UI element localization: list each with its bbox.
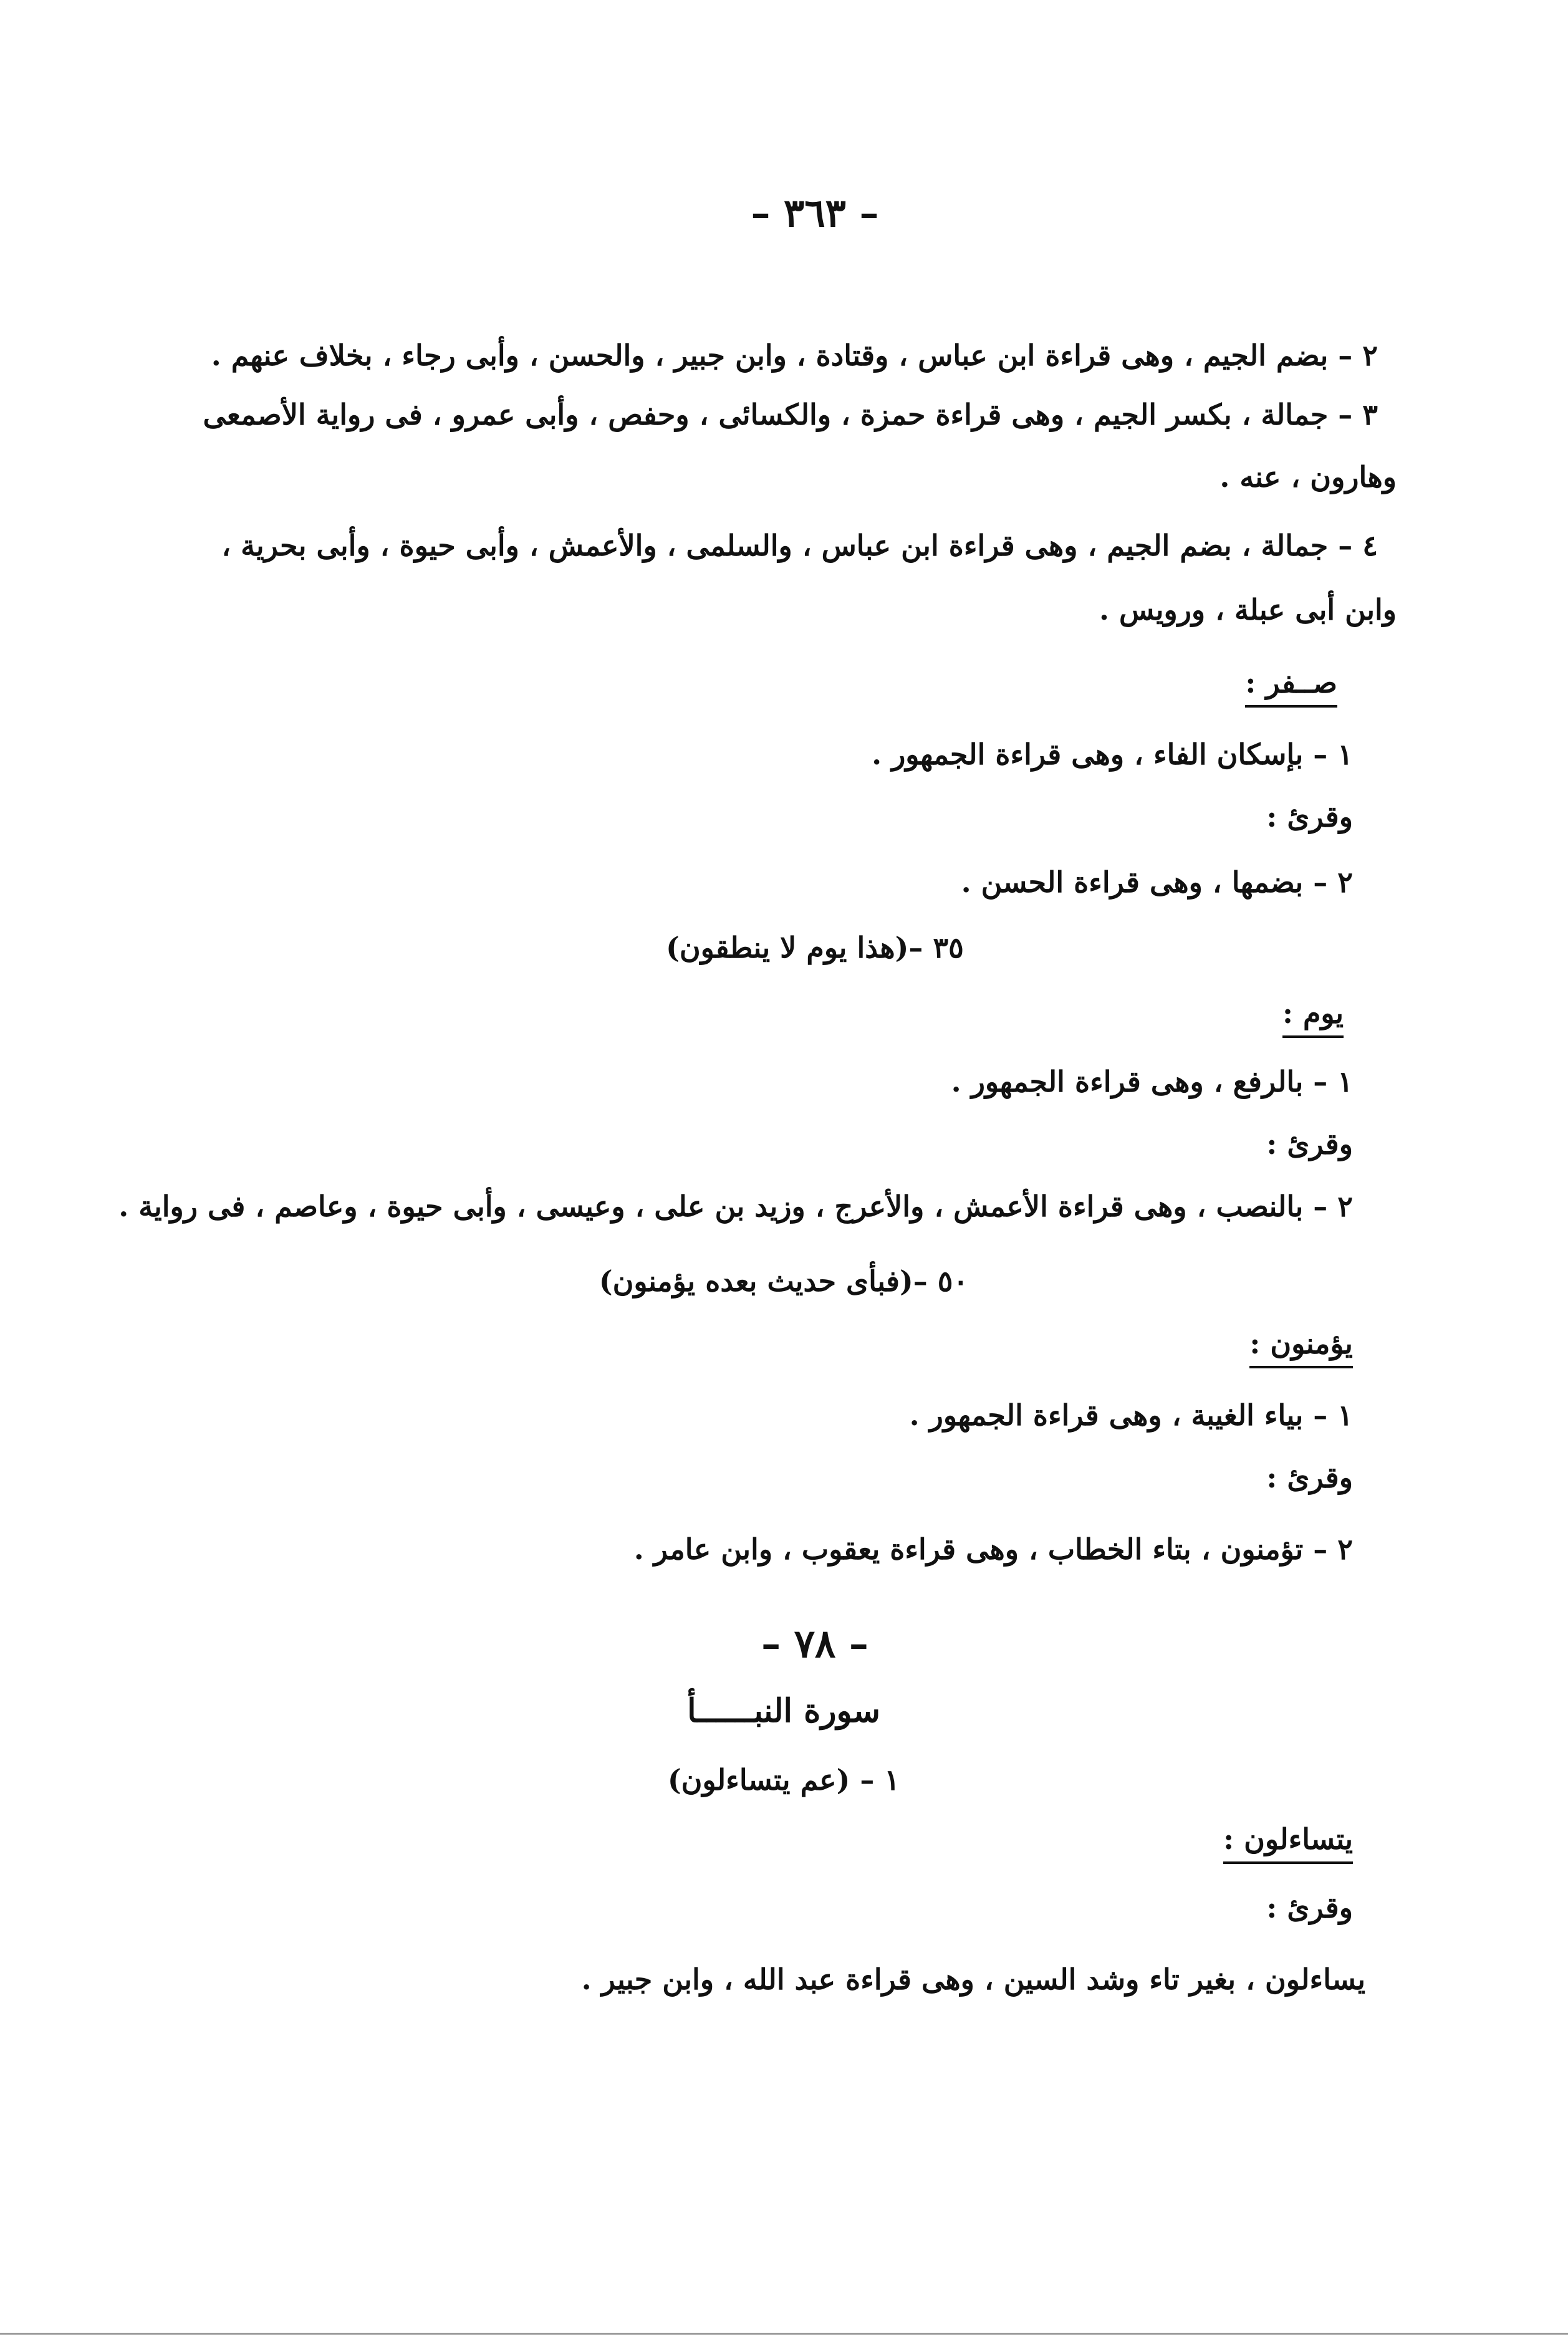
section-heading-yatasaalun: يتساءلون : [1223, 1820, 1353, 1864]
section-heading-yuminun: يؤمنون : [1249, 1325, 1353, 1368]
text-line: وقرئ : [1266, 1461, 1353, 1494]
page-number: – ٣٦٣ – [751, 190, 879, 236]
text-line: وابن أبى عبلة ، ورويس . [1099, 593, 1397, 627]
verse-heading: ٥٠ –(فبأى حديث بعده يؤمنون) [599, 1264, 969, 1298]
text-line: وهارون ، عنه . [1219, 460, 1397, 494]
section-heading-sufr: صــفر : [1245, 664, 1337, 708]
text-line: وقرئ : [1266, 800, 1353, 833]
text-line: ١ – بإسكان الفاء ، وهى قراءة الجمهور . [872, 737, 1353, 771]
section-heading-yawm: يوم : [1282, 994, 1344, 1038]
verse-heading: ٣٥ –(هذا يوم لا ينطقون) [666, 931, 964, 964]
surah-number: – ٧٨ – [761, 1621, 868, 1666]
text-line: ٣ – جمالة ، بكسر الجيم ، وهى قراءة حمزة ، والكسائى ، وحفص ، وأبى عمرو ، فى رواية الأصمعى [203, 398, 1378, 431]
text-line: ٤ – جمالة ، بضم الجيم ، وهى قراءة ابن عباس ، والسلمى ، والأعمش ، وأبى حيوة ، وأبى بحرية ، [221, 529, 1378, 562]
text-line: وقرئ : [1266, 1891, 1353, 1924]
text-line: ١ – بالرفع ، وهى قراءة الجمهور . [951, 1065, 1353, 1098]
verse-heading: ١ – (عم يتساءلون) [667, 1763, 900, 1797]
text-line: ١ – بياء الغيبة ، وهى قراءة الجمهور . [909, 1398, 1353, 1432]
text-line: ٢ – بضمها ، وهى قراءة الحسن . [961, 865, 1353, 899]
surah-title: سورة النبــــــأ [687, 1692, 880, 1730]
text-line: وقرئ : [1266, 1127, 1353, 1161]
text-line: يساءلون ، بغير تاء وشد السين ، وهى قراءة عبد الله ، وابن جبير . [581, 1962, 1365, 1996]
text-line: ٢ – تؤمنون ، بتاء الخطاب ، وهى قراءة يعقوب ، وابن عامر . [633, 1532, 1353, 1566]
text-line: ٢ – بضم الجيم ، وهى قراءة ابن عباس ، وقتادة ، وابن جبير ، والحسن ، وأبى رجاء ، بخلاف عنهم . [211, 339, 1378, 372]
text-line: ٢ – بالنصب ، وهى قراءة الأعمش ، والأعرج ، وزيد بن على ، وعيسى ، وأبى حيوة ، وعاصم ، فى رواية . [118, 1189, 1353, 1223]
page-bottom-border [0, 2333, 1568, 2335]
